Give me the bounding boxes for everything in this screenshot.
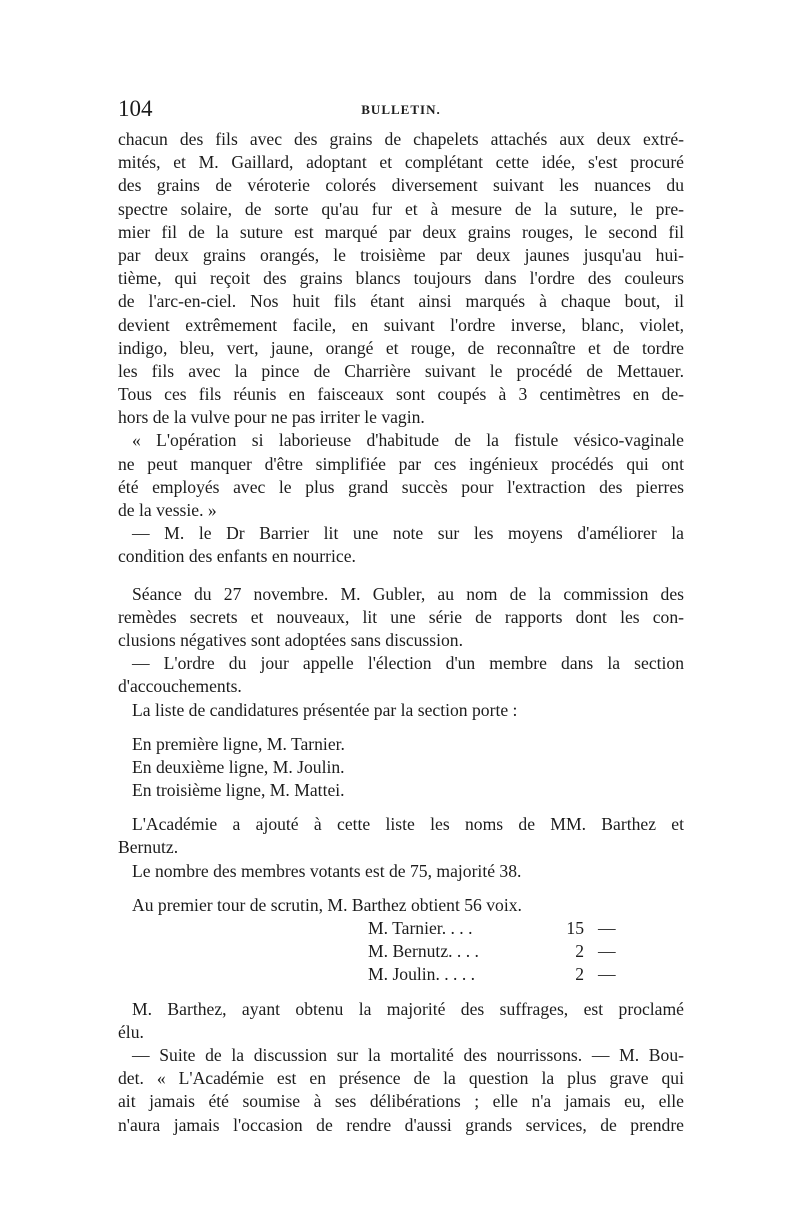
- section-gap: [118, 569, 684, 583]
- text-line: L'Académie a ajouté à cette liste les noms de MM. Barthez et: [132, 814, 684, 835]
- text-line: remèdes secrets et nouveaux, lit une série de rapports dont les con-: [118, 606, 684, 627]
- section-gap: [118, 987, 684, 998]
- text-line: M. Barthez, ayant obtenu la majorité des suffrages, est proclamé: [132, 998, 684, 1019]
- text-line: Bernutz.: [118, 837, 179, 858]
- text-line: ne peut manquer d'être simplifiée par ces ingénieux procédés qui ont: [118, 453, 684, 474]
- text-line: « L'opération si laborieuse d'habitude de la fistule vésico-vaginale: [132, 430, 684, 451]
- page-header: [118, 96, 684, 126]
- section-gap: [118, 883, 684, 894]
- vote-dash: —: [598, 941, 616, 962]
- vote-count: 2: [575, 941, 584, 962]
- text-line: de l'arc-en-ciel. Nos huit fils étant ainsi marqués à chaque bout, il: [118, 291, 684, 312]
- body-text: [118, 128, 684, 1137]
- text-line: ait jamais été soumise à ses délibérations ; elle n'a jamais eu, elle: [118, 1091, 684, 1112]
- text-line: été employés avec le plus grand succès pour l'extraction des pierres: [118, 476, 684, 497]
- text-line: mités, et M. Gaillard, adoptant et complétant cette idée, s'est procuré: [118, 152, 684, 173]
- vote-candidate: M. Joulin. . . . .: [368, 964, 476, 985]
- vote-row: [118, 963, 684, 986]
- vote-dash: —: [598, 964, 616, 985]
- vote-row: [118, 940, 684, 963]
- ballot-line: Au premier tour de scrutin, M. Barthez obtient 56 voix.: [132, 894, 522, 915]
- text-line: chacun des fils avec des grains de chapelets attachés aux deux extré-: [118, 129, 684, 149]
- vote-candidate: M. Tarnier. . . .: [368, 918, 473, 938]
- candidate-line: En deuxième ligne, M. Joulin.: [132, 756, 345, 777]
- text-line: spectre solaire, de sorte qu'au fur et à mesure de la suture, le pre-: [118, 198, 684, 219]
- vote-count: 2: [575, 964, 584, 985]
- text-line: par deux grains orangés, le troisième par deux jaunes jusqu'au hui-: [118, 244, 684, 265]
- text-line: condition des enfants en nourrice.: [118, 546, 356, 567]
- text-line: — L'ordre du jour appelle l'élection d'un membre dans la section: [132, 653, 684, 674]
- text-line: élu.: [118, 1021, 144, 1042]
- vote-row: [118, 917, 684, 940]
- candidate-line: En troisième ligne, M. Mattei.: [132, 780, 345, 801]
- vote-dash: —: [598, 918, 616, 938]
- page-number: 104: [118, 96, 153, 121]
- section-gap: [118, 722, 684, 733]
- text-line: de la vessie. »: [118, 500, 217, 520]
- vote-count: 15: [566, 918, 584, 938]
- discussion-heading-line: — Suite de la discussion sur la mortalité des nourrissons. — M. Bou-: [132, 1044, 684, 1065]
- text-line: n'aura jamais l'occasion de rendre d'aussi grands services, de prendre: [118, 1114, 684, 1135]
- text-line: — M. le Dr Barrier lit une note sur les moyens d'améliorer la: [132, 523, 684, 544]
- text-line: det. « L'Académie est en présence de la question la plus grave qui: [118, 1068, 684, 1089]
- text-line: indigo, bleu, vert, jaune, orangé et rouge, de reconnaître et de tordre: [118, 337, 684, 358]
- text-line: mier fil de la suture est marqué par deux grains rouges, le second fil: [118, 221, 684, 242]
- text-line: Tous ces fils réunis en faisceaux sont coupés à 3 centimètres en de-: [118, 384, 684, 405]
- text-line: devient extrêmement facile, en suivant l'ordre inverse, blanc, violet,: [118, 314, 684, 335]
- running-title: BULLETIN.: [361, 102, 441, 117]
- text-line: hors de la vulve pour ne pas irriter le vagin.: [118, 407, 425, 428]
- section-gap: [118, 802, 684, 813]
- text-line: les fils avec la pince de Charrière suivant le procédé de Mettauer.: [118, 360, 684, 381]
- text-line: clusions négatives sont adoptées sans discussion.: [118, 629, 463, 650]
- text-line: tième, qui reçoit des grains blancs toujours dans l'ordre des couleurs: [118, 268, 684, 289]
- candidate-line: En première ligne, M. Tarnier.: [132, 733, 345, 754]
- text-line: Le nombre des membres votants est de 75, majorité 38.: [132, 860, 522, 881]
- vote-candidate: M. Bernutz. . . .: [368, 941, 479, 962]
- text-line: d'accouchements.: [118, 676, 242, 697]
- text-line: des grains de véroterie colorés diversement suivant les nuances du: [118, 175, 684, 196]
- session-heading-line: Séance du 27 novembre. M. Gubler, au nom de la commission des: [132, 583, 684, 604]
- text-line: La liste de candidatures présentée par la section porte :: [132, 699, 518, 720]
